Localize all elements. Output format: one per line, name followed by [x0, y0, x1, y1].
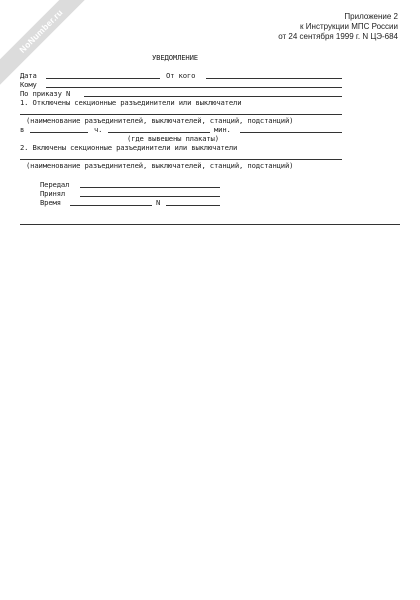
time-label: Время	[40, 198, 61, 207]
date-label: Дата	[20, 71, 37, 80]
at-field-line	[30, 132, 88, 133]
accepted-field-line	[80, 196, 220, 197]
appendix-line-1: Приложение 2	[344, 12, 398, 21]
time-field-line	[70, 205, 152, 206]
hours-label: ч.	[94, 125, 103, 134]
bottom-rule	[20, 224, 400, 225]
accepted-label: Принял	[40, 189, 66, 198]
transmitted-field-line	[80, 187, 220, 188]
to-label: Кому	[20, 80, 37, 89]
item-1-names-line	[20, 114, 342, 115]
order-field-line	[84, 96, 342, 97]
posters-hint: (где вывешены плакаты)	[127, 134, 219, 143]
item-1-names-hint: (наименование разъединителей, выключателей, станций, подстанций)	[26, 116, 294, 125]
minutes-field-line	[240, 132, 342, 133]
watermark-ribbon	[0, 0, 100, 90]
order-label: По приказу N	[20, 89, 71, 98]
item-2-names-line	[20, 159, 342, 160]
item-2-names-hint: (наименование разъединителей, выключателей, станций, подстанций)	[26, 161, 294, 170]
minutes-label: мин.	[214, 125, 231, 134]
from-field-line	[206, 78, 342, 79]
form-title: УВЕДОМЛЕНИЕ	[152, 53, 198, 62]
appendix-line-2: к Инструкции МПС России	[300, 22, 398, 31]
number-field-line	[166, 205, 220, 206]
hours-field-line	[108, 132, 210, 133]
transmitted-label: Передал	[40, 180, 70, 189]
item-2-text: 2. Включены секционные разъединители или выключатели	[20, 143, 238, 152]
number-label: N	[156, 198, 161, 207]
appendix-line-3: от 24 сентября 1999 г. N ЦЭ-684	[278, 32, 398, 41]
to-field-line	[46, 87, 342, 88]
watermark-text: NoNumber.ru	[17, 7, 65, 55]
date-field-line	[46, 78, 160, 79]
from-label: От кого	[166, 71, 196, 80]
item-1-text: 1. Отключены секционные разъединители или выключатели	[20, 98, 242, 107]
appendix-header	[278, 12, 398, 42]
at-label: в	[20, 125, 25, 134]
